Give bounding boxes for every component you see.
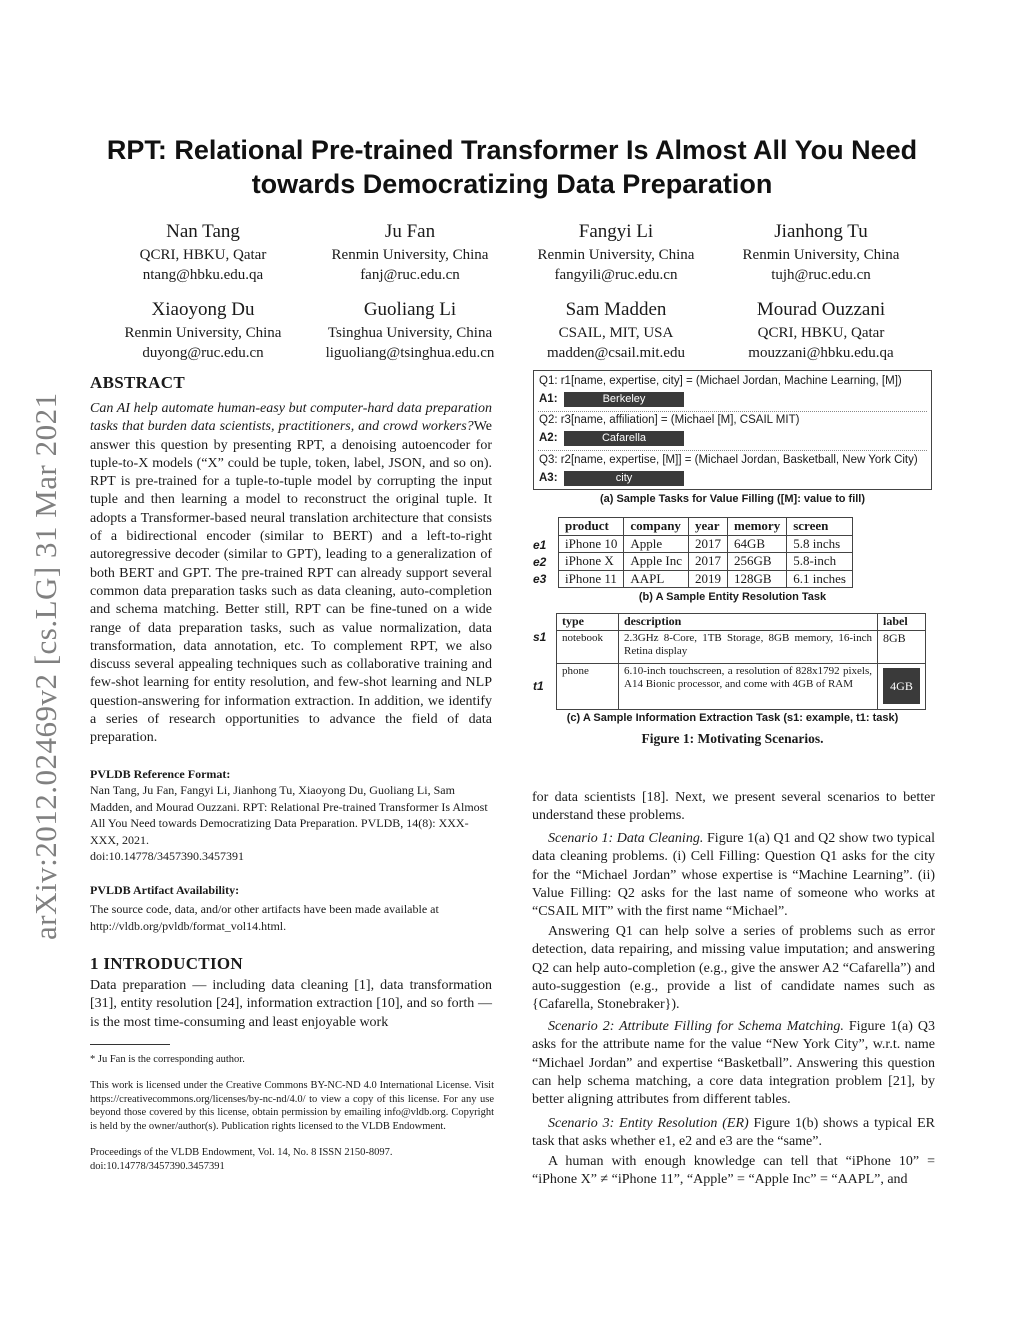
introduction-heading: 1 INTRODUCTION [90, 954, 243, 973]
abstract-question: Can AI help automate human-easy but computer-hard data preparation tasks that burden data scientists, practitioners, and crowd workers? [90, 401, 492, 435]
table-row [559, 570, 853, 588]
author-email: fangyili@ruc.edu.cn [554, 267, 678, 283]
question-q1: Q1: r1[name, expertise, city] = (Michael Jordan, Machine Learning, [M]) [539, 375, 902, 387]
license-text: This work is licensed under the Creative Commons BY-NC-ND 4.0 International License. Visit https://creativecommons.org/licenses/by-nc-nd/4.0/ to view a copy of this license. For any use beyond those covered by this license, obtain permission by emailing info@vldb.org. Copyright is held by the owner/author(s). Publication rights licensed to the VLDB Endowment. [90, 1080, 494, 1132]
author-affiliation: Renmin University, China [124, 325, 282, 341]
separator [538, 450, 927, 451]
answer-a2: Cafarella [564, 431, 684, 446]
table-header-row [557, 614, 926, 631]
author-affiliation: Tsinghua University, China [327, 325, 493, 341]
table-cell: AAPL [624, 570, 689, 588]
figure-1a-box [533, 370, 932, 490]
scenario-3-title: Scenario 3: Entity Resolution (ER) [548, 1116, 749, 1131]
author-affiliation: Renmin University, China [331, 247, 489, 263]
answer-a1-label: A1: [539, 393, 558, 405]
scenario-1-title: Scenario 1: Data Cleaning. [548, 831, 704, 846]
scenario-2-title: Scenario 2: Attribute Filling for Schema Matching. [548, 1019, 844, 1034]
author-affiliation: Renmin University, China [537, 247, 695, 263]
table-cell: iPhone 11 [559, 570, 624, 588]
author-name: Jianhong Tu [774, 221, 868, 242]
right-paragraph-2: Answering Q1 can help solve a series of problems such as error detection, data repairing, and missing value imputation; and answering Q2 can help auto-completion (e.g., give the answer A2 “Cafarella”) and auto-suggestion (e.g., provide a list of candidate names such as {Cafarella, Stonebraker}). [532, 924, 935, 1013]
row-label-e1: e1 [533, 538, 547, 552]
author-email: liguoliang@tsinghua.edu.cn [325, 345, 495, 361]
scenario-2-paragraph [532, 1018, 935, 1109]
author-name: Ju Fan [384, 221, 436, 242]
table-cell: notebook [557, 630, 619, 663]
author-card [305, 220, 515, 285]
table-cell: 2.3GHz 8-Core, 1TB Storage, 8GB memory, 16-inch Retina display [619, 630, 878, 663]
table-cell: Apple Inc [624, 553, 689, 571]
author-card [716, 298, 926, 363]
table-cell: 2019 [689, 570, 728, 588]
table-cell: Apple [624, 535, 689, 553]
table-cell: 5.8 inchs [787, 535, 853, 553]
row-label-s1: s1 [533, 630, 547, 644]
row-label-t1: t1 [533, 679, 544, 693]
author-name: Fangyi Li [578, 221, 654, 242]
author-card [98, 220, 308, 285]
artifact-text: The source code, data, and/or other artifacts have been made available at http://vldb.org/pvldb/format_vol14.html. [90, 902, 439, 933]
figure-1a-caption: (a) Sample Tasks for Value Filling ([M]: value to fill) [599, 493, 866, 505]
footnote-divider [90, 1044, 170, 1045]
author-email: duyong@ruc.edu.cn [142, 345, 264, 361]
table-row [559, 553, 853, 571]
information-extraction-table [556, 613, 926, 710]
column-header: company [624, 518, 689, 536]
author-card [716, 220, 926, 285]
author-affiliation: QCRI, HBKU, Qatar [757, 325, 885, 341]
table-cell: iPhone X [559, 553, 624, 571]
author-email: fanj@ruc.edu.cn [360, 267, 460, 283]
figure-1c-caption: (c) A Sample Information Extraction Task (s1: example, t1: task) [566, 712, 899, 724]
author-card [511, 220, 721, 285]
separator [538, 411, 927, 412]
column-header: product [559, 518, 624, 536]
answer-a3: city [564, 471, 684, 486]
reference-citation: Nan Tang, Ju Fan, Fangyi Li, Jianhong Tu, Xiaoyong Du, Guoliang Li, Sam Madden, and Mourad Ouzzani. RPT: Relational Pre-trained Transformer Is Almost All You Need towards Democratizing Data Preparation. PVLDB, 14(8): XXX-XXX, 2021. [90, 783, 488, 847]
table-cell: 2017 [689, 553, 728, 571]
table-cell: 6.10-inch touchscreen, a resolution of 828x1792 pixels, A14 Bionic processor, and come with 4GB of RAM [619, 663, 878, 709]
author-email: mouzzani@hbku.edu.qa [748, 345, 894, 361]
table-cell: 64GB [728, 535, 787, 553]
author-name: Nan Tang [166, 221, 240, 242]
author-name: Sam Madden [565, 299, 667, 320]
author-card [511, 298, 721, 363]
scenario-2-text: Figure 1(a) Q3 asks for the attribute name for the value “New York City”, w.r.t. name “Michael Jordan” and expertise “Basketball”. Answering this question can help schema matching, a core data integration problem [21], by better aligning attributes from different tables. [532, 1019, 936, 1108]
table-cell: 5.8-inch [787, 553, 853, 571]
table-row [559, 535, 853, 553]
introduction-text: Data preparation — including data cleaning [1], data transformation [31], entity resolution [24], information extraction [10], and so forth — is the most time-consuming and least enjoyable work [90, 978, 492, 1030]
table-cell: phone [557, 663, 619, 709]
abstract-heading: ABSTRACT [90, 373, 185, 392]
column-header: type [557, 614, 619, 631]
author-affiliation: QCRI, HBKU, Qatar [139, 247, 267, 263]
abstract-text: We answer this question by presenting RPT, a denoising autoencoder for tuple-to-X models (“X” could be tuple, token, label, JSON, and so on). RPT is pre-trained for a tuple-to-tuple model by corrupting the input tuple and then learning a model to reconstruct the original tuple. It adopts a Transformer-based neural translation architecture that consists of a bidirectional encoder (similar to BERT) and a left-to-right autoregressive decoder (similar to GPT), leading to a generalization of both BERT and GPT. The pre-trained RPT can already support several common data preparation tasks such as data cleaning, auto-completion and schema matching. Better still, RPT can be fine-tuned on a wide range of data preparation tasks, such as value normalization, data transformation, data annotation, etc. To complement RPT, we also discuss several appealing techniques such as collaborative training and few-shot learning for entity resolution, and few-shot learning and NLP question-answering for information extraction. In addition, we identify a series of research opportunities to advance the field of data preparation. [90, 419, 492, 746]
table-cell: 2017 [689, 535, 728, 553]
figure-1-caption: Figure 1: Motivating Scenarios. [641, 731, 824, 746]
abstract-body [90, 400, 492, 748]
row-label-e2: e2 [533, 555, 547, 569]
table-row [557, 630, 926, 663]
figure-1b-caption: (b) A Sample Entity Resolution Task [638, 591, 827, 603]
scenario-1-text: Figure 1(a) Q1 and Q2 show two typical data cleaning problems. (i) Cell Filling: Question Q1 asks for the city for the “Michael Jordan” whose expertise is “Machine Learning”. (ii) Value Filling: Q2 asks for the last name of someone who works at “CSAIL MIT” with the first name “Michael”. [532, 831, 935, 920]
paper-title: RPT: Relational Pre-trained Transformer Is Almost All You Need towards Democratizing Data Preparation [106, 135, 918, 199]
footnote: * Ju Fan is the corresponding author. [90, 1054, 245, 1065]
author-email: madden@csail.mit.edu [547, 345, 685, 361]
extracted-label: 4GB [883, 668, 920, 704]
reference-format-text [90, 782, 492, 865]
author-affiliation: CSAIL, MIT, USA [558, 325, 674, 341]
answer-a1: Berkeley [564, 392, 684, 407]
column-header: description [619, 614, 878, 631]
reference-doi: doi:10.14778/3457390.3457391 [90, 849, 245, 864]
answer-a2-label: A2: [539, 432, 558, 444]
reference-format-heading: PVLDB Reference Format: [90, 767, 231, 781]
table-cell: 128GB [728, 570, 787, 588]
column-header: screen [787, 518, 853, 536]
entity-resolution-table [558, 517, 853, 588]
column-header: year [689, 518, 728, 536]
row-label-e3: e3 [533, 572, 547, 586]
artifact-heading: PVLDB Artifact Availability: [90, 883, 240, 897]
scenario-3-paragraph [532, 1115, 935, 1152]
arxiv-identifier: arXiv:2012.02469v2 [cs.LG] 31 Mar 2021 [28, 392, 63, 940]
author-name: Guoliang Li [363, 299, 457, 320]
author-card [98, 298, 308, 363]
answer-a3-label: A3: [539, 472, 558, 484]
table-cell: iPhone 10 [559, 535, 624, 553]
author-affiliation: Renmin University, China [742, 247, 900, 263]
scenario-1-paragraph [532, 830, 935, 921]
proceedings-text [90, 1146, 494, 1173]
author-name: Mourad Ouzzani [756, 299, 886, 320]
author-name: Xiaoyong Du [151, 299, 255, 320]
table-cell: 256GB [728, 553, 787, 571]
proceedings-line: Proceedings of the VLDB Endowment, Vol. 14, No. 8 ISSN 2150-8097. [90, 1147, 393, 1158]
table-header-row [559, 518, 853, 536]
right-paragraph-1: for data scientists [18]. Next, we present several scenarios to better understand these problems. [532, 790, 935, 824]
column-header: memory [728, 518, 787, 536]
table-cell: 6.1 inches [787, 570, 853, 588]
author-card [300, 298, 520, 363]
right-paragraph-3: A human with enough knowledge can tell that “iPhone 10” = “iPhone X” ≠ “iPhone 11”, “Apple” = “Apple Inc” = “AAPL”, and [532, 1154, 935, 1188]
table-row [557, 663, 926, 709]
question-q3: Q3: r2[name, expertise, [M]] = (Michael Jordan, Basketball, New York City) [539, 454, 918, 466]
author-email: tujh@ruc.edu.cn [771, 267, 871, 283]
author-email: ntang@hbku.edu.qa [142, 267, 264, 283]
table-cell [878, 663, 926, 709]
question-q2: Q2: r3[name, affiliation] = (Michael [M], CSAIL MIT) [539, 414, 800, 426]
table-cell: 8GB [878, 630, 926, 663]
scenario-3-text: Figure 1(b) shows a typical ER task that asks whether e1, e2 and e3 are the “same”. [532, 1116, 935, 1150]
proceedings-doi: doi:10.14778/3457390.3457391 [90, 1160, 225, 1172]
column-header: label [878, 614, 926, 631]
